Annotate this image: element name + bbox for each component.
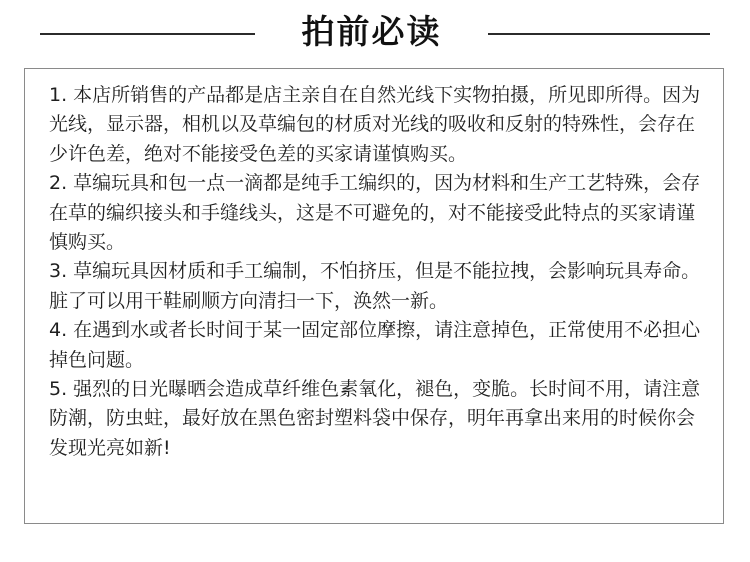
page-title: 拍前必读 [301,12,442,51]
title-divider-right [488,33,710,35]
notice-list [49,81,709,463]
header [0,0,750,62]
notice-item-1: 1. 本店所销售的产品都是店主亲自在自然光线下实物拍摄，所见即所得。因为光线，显示器，相机以及草编包的材质对光线的吸收和反射的特殊性，会存在少许色差，绝对不能接受色差的买家请谨慎购买。 [49,84,701,165]
title-divider-left [40,33,255,35]
notice-box [24,68,724,524]
notice-item-2: 2. 草编玩具和包一点一滴都是纯手工编织的，因为材料和生产工艺特殊，会存在草的编织接头和手缝线头，这是不可避免的，对不能接受此特点的买家请谨慎购买。 [49,172,701,254]
notice-item-4: 4. 在遇到水或者长时间于某一固定部位摩擦，请注意掉色，正常使用不必担心掉色问题。 [49,319,701,371]
notice-item-5: 5. 强烈的日光曝晒会造成草纤维色素氧化，褪色，变脆。长时间不用，请注意防潮，防虫蛀，最好放在黑色密封塑料袋中保存，明年再拿出来用的时候你会发现光亮如新! [49,378,701,459]
notice-item-3: 3. 草编玩具因材质和手工编制，不怕挤压，但是不能拉拽，会影响玩具寿命。脏了可以用干鞋刷顺方向清扫一下，涣然一新。 [49,260,701,312]
